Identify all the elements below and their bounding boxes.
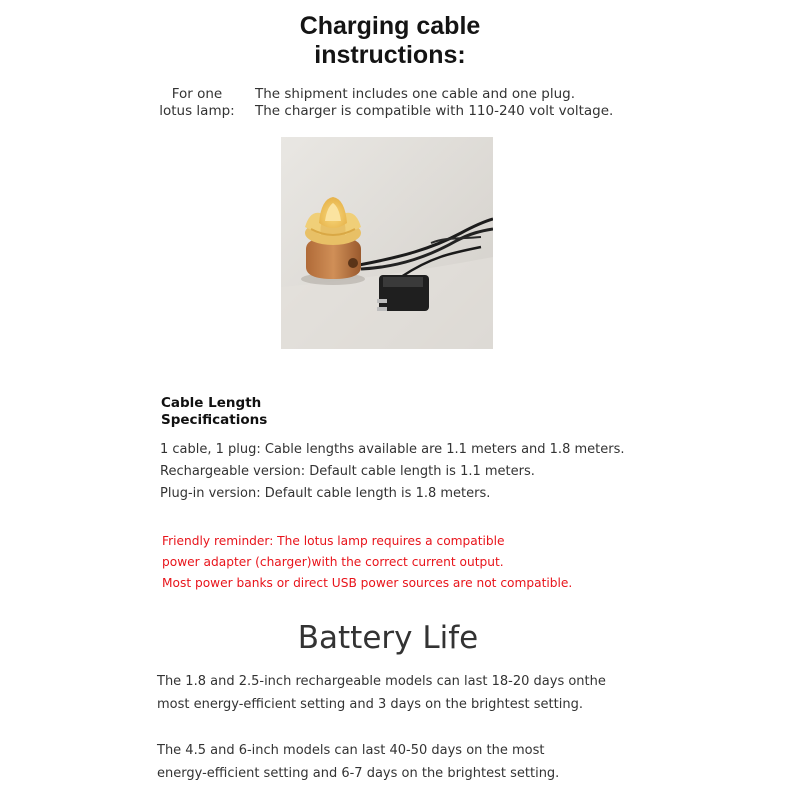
battery-paragraph-2 [157, 739, 559, 785]
shipment-label-line-1: For one [171, 86, 223, 102]
shipment-text-line-1: The shipment includes one cable and one plug. [255, 86, 576, 102]
cable-specs-heading-line-2: Specifications [161, 412, 268, 428]
cable-specs-heading [161, 395, 267, 429]
cable-specs-list [160, 439, 624, 505]
page-title [0, 12, 780, 70]
cable-spec-line: Plug-in version: Default cable length is 1.8 meters. [160, 486, 491, 501]
battery-paragraph-line: energy-efficient setting and 6-7 days on the brightest setting. [157, 766, 560, 781]
friendly-reminder [162, 531, 572, 594]
reminder-line: Most power banks or direct USB power sources are not compatible. [162, 576, 573, 590]
reminder-line: Friendly reminder: The lotus lamp requires a compatible [162, 534, 505, 548]
cable-spec-line: 1 cable, 1 plug: Cable lengths available are 1.1 meters and 1.8 meters. [160, 442, 625, 457]
shipment-text-line-2: The charger is compatible with 110-240 volt voltage. [255, 103, 614, 119]
battery-paragraph-line: most energy-efficient setting and 3 days on the brightest setting. [157, 697, 583, 712]
title-line-2: instructions: [314, 41, 466, 69]
battery-paragraph-line: The 4.5 and 6-inch models can last 40-50 days on the most [157, 743, 545, 758]
reminder-line: power adapter (charger)with the correct current output. [162, 555, 504, 569]
shipment-label [150, 86, 244, 120]
battery-life-heading: Battery Life [297, 620, 479, 656]
title-line-1: Charging cable [299, 12, 481, 40]
shipment-label-line-2: lotus lamp: [159, 103, 235, 119]
shipment-text [255, 86, 613, 120]
lotus-lamp-photo [281, 137, 493, 349]
cable-spec-line: Rechargeable version: Default cable length is 1.1 meters. [160, 464, 535, 479]
cable-specs-heading-line-1: Cable Length [161, 395, 262, 411]
battery-paragraph-line: The 1.8 and 2.5-inch rechargeable models can last 18-20 days onthe [157, 674, 606, 689]
battery-paragraph-1 [157, 670, 606, 716]
